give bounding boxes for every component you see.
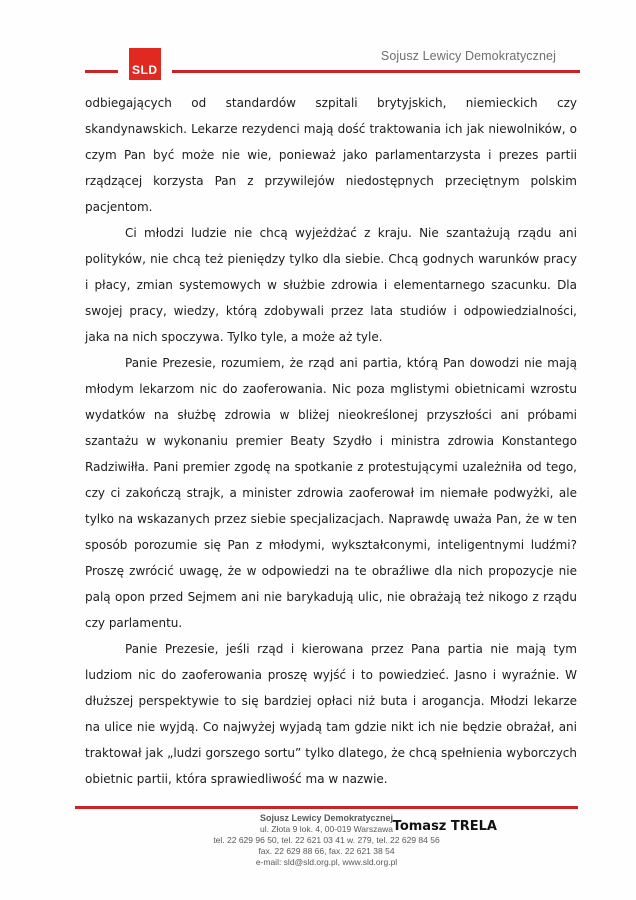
sld-logo	[129, 48, 161, 80]
footer-rule	[75, 806, 578, 809]
signature-name: Tomasz TRELA	[392, 819, 497, 834]
paragraph: Ci młodzi ludzie nie chcą wyjeżdżać z kraju. Nie szantażują rządu ani polityków, nie chcą też pieniędzy tylko dla siebie. Chcą godnych warunków pracy i płacy, zmian systemowych w służbie zdrowia i elementarnego szacunku. Dla swojej pracy, wiedzy, którą zdobywali przez lata studiów i odpowiedzialności, jaka na nich spoczywa. Tylko tyle, a może aż tyle.	[85, 226, 577, 344]
paragraph: Panie Prezesie, rozumiem, że rząd ani partia, którą Pan dowodzi nie mają młodym lekarzom nic do zaoferowania. Nic poza mglistymi obietnicami wzrostu wydatków na służbę zdrowia w bliżej nieokreślonej przyszłości ani próbami szantażu w wykonaniu premier Beaty Szydło i ministra zdrowia Konstantego Radziwiłła. Pani premier zgodę na spotkanie z protestującymi uzależniła od tego, czy ci zakończą strajk, a minister zdrowia zaoferował im niemałe podwyżki, ale tylko na wskazanych przez siebie specjalizacjach. Naprawdę uważa Pan, że w ten sposób porozumie się Pan z młodymi, wykształconymi, inteligentnymi ludźmi? Proszę zwrócić uwagę, że w odpowiedzi na te obraźliwe dla nich propozycje nie palą opon przed Sejmem ani nie barykadują ulic, nie obrażają też nikogo z rządu czy parlamentu.	[85, 356, 577, 630]
header-left-rule	[85, 70, 118, 73]
letter-body	[85, 90, 577, 840]
header-right-rule	[172, 70, 580, 73]
footer	[75, 806, 578, 868]
footer-address: ul. Złota 9 lok. 4, 00-019 Warszawa	[260, 824, 393, 834]
footer-faxes: fax. 22 629 88 66, fax. 22 621 38 54	[258, 846, 395, 856]
footer-email-web: e-mail: sld@sld.org.pl, www.sld.org.pl	[255, 857, 398, 867]
footer-phones: tel. 22 629 96 50, tel. 22 621 03 41 w. 279, tel. 22 629 84 56	[213, 835, 440, 845]
paragraph: Panie Prezesie, jeśli rząd i kierowana przez Pana partia nie mają tym ludziom nic do zaoferowania proszę wyjść i to powiedzieć. Jasno i wyraźnie. W dłuższej perspektywie to się bardziej opłaci niż buta i arogancja. Młodzi lekarze na ulice nie wyjdą. Co najwyżej wyjadą tam gdzie nikt ich nie będzie obrażał, ani traktował jak „ludzi gorszego sortu” tylko dlatego, że chcą spełnienia wyborczych obietnic partii, która sprawiedliwość ma w nazwie.	[85, 642, 577, 786]
header-org-name: Sojusz Lewicy Demokratycznej	[380, 49, 556, 63]
footer-org-name: Sojusz Lewicy Demokratycznej	[259, 813, 394, 823]
paragraph: odbiegających od standardów szpitali brytyjskich, niemieckich czy skandynawskich. Lekarze rezydenci mają dość traktowania ich jak niewolników, o czym Pan być może nie wie, ponieważ jako parlamentarzysta i prezes partii rządzącej korzysta Pan z przywilejów niedostępnych przeciętnym polskim pacjentom.	[85, 96, 577, 214]
sld-logo-text: SLD	[132, 63, 158, 77]
